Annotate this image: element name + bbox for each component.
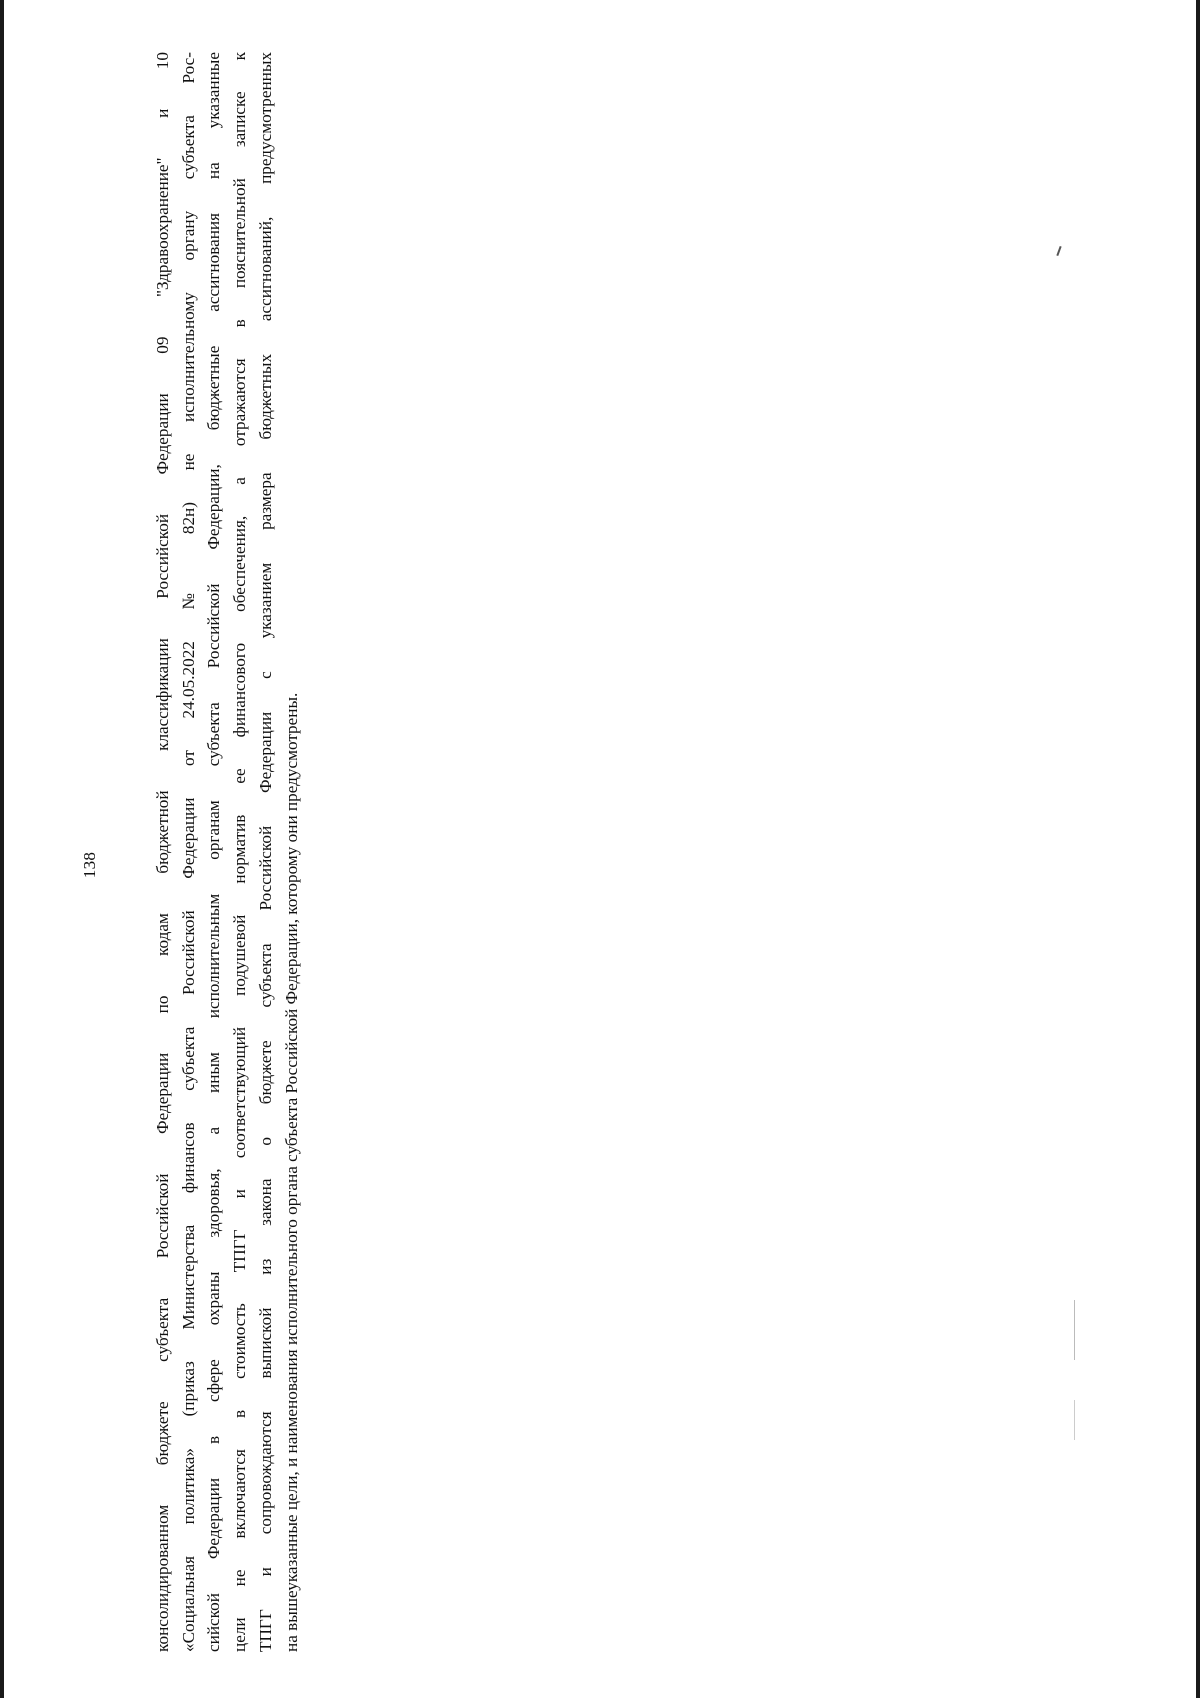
scan-edge-right bbox=[1196, 0, 1200, 1698]
text-line: ТПГГ и сопровождаются выпиской из закона о бюджете субъекта Российской Федерации с указанием размера бюджетных ассигнований, предусмотренных bbox=[255, 52, 275, 1652]
text-line: на вышеуказанные цели, и наименования исполнительного органа субъекта Российской Федерации, которому они предусмотрены. bbox=[281, 692, 301, 1652]
rotated-content bbox=[80, 52, 325, 1652]
text-line: цели не включаются в стоимость ТПГГ и соответствующий подушевой норматив ее финансового обеспечения, а отражаются в пояснительной записке к bbox=[230, 52, 250, 1652]
scan-speck bbox=[1056, 246, 1061, 256]
text-line: «Социальная политика» (приказ Министерства финансов субъекта Российской Федерации от 24.05.2022 № 82н) не исполнительному органу субъекта Рос- bbox=[178, 52, 198, 1652]
text-line: консолидированном бюджете субъекта Российской Федерации по кодам бюджетной классификации Российской Федерации 09 "Здравоохранение" и 10 bbox=[153, 52, 172, 1652]
scan-speck bbox=[1074, 1400, 1075, 1440]
body-paragraph bbox=[150, 52, 304, 1652]
text-line: сийской Федерации в сфере охраны здоровья, а иным исполнительным органам субъекта Российской Федерации, бюджетные ассигнования на указанные bbox=[204, 52, 224, 1652]
scan-speck bbox=[1074, 1300, 1075, 1360]
scan-edge-left bbox=[0, 0, 4, 1698]
page-number: 138 bbox=[80, 851, 99, 879]
